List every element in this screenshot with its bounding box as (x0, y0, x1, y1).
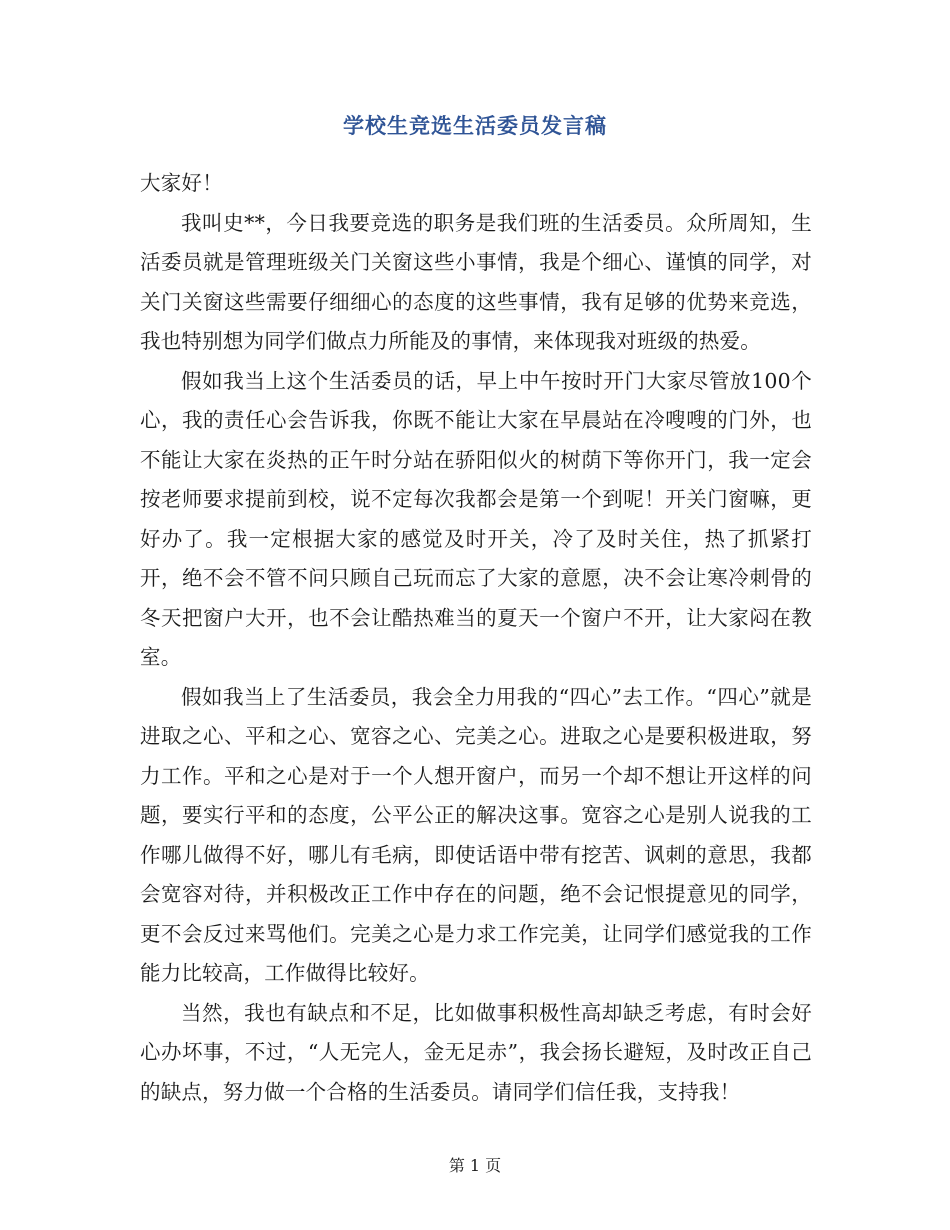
paragraph-4: 当然，我也有缺点和不足，比如做事积极性高却缺乏考虑，有时会好心办坏事，不过，“人无完人，金无足赤”，我会扬长避短，及时改正自己的缺点，努力做一个合格的生活委员。请同学们信任我，支持我！ (140, 1000, 812, 1104)
document-body (140, 164, 812, 1112)
page-number: 第 1 页 (448, 1156, 502, 1175)
greeting: 大家好！ (140, 171, 223, 195)
paragraph-1: 我叫史**，今日我要竞选的职务是我们班的生活委员。众所周知，生活委员就是管理班级关门关窗这些小事情，我是个细心、谨慎的同学，对关门关窗这些需要仔细细心的态度的这些事情，我有足够的优势来竞选，我也特别想为同学们做点力所能及的事情，来体现我对班级的热爱。 (140, 210, 812, 353)
paragraph-2: 假如我当上这个生活委员的话，早上中午按时开门大家尽管放100个心，我的责任心会告诉我，你既不能让大家在早晨站在冷嗖嗖的门外，也不能让大家在炎热的正午时分站在骄阳似火的树荫下等你开门，我一定会按老师要求提前到校，说不定每次我都会是第一个到呢！开关门窗嘛，更好办了。我一定根据大家的感觉及时开关，冷了及时关住，热了抓紧打开，绝不会不管不问只顾自己玩而忘了大家的意愿，决不会让寒冷刺骨的冬天把窗户大开，也不会让酷热难当的夏天一个窗户不开，让大家闷在教室。 (140, 368, 812, 669)
paragraph-3: 假如我当上了生活委员，我会全力用我的“四心”去工作。“四心”就是进取之心、平和之心、宽容之心、完美之心。进取之心是要积极进取，努力工作。平和之心是对于一个人想开窗户，而另一个却不想让开这样的问题，要实行平和的态度，公平公正的解决这事。宽容之心是别人说我的工作哪儿做得不好，哪儿有毛病，即使话语中带有挖苦、讽刺的意思，我都会宽容对待，并积极改正工作中存在的问题，绝不会记恨提意见的同学，更不会反过来骂他们。完美之心是力求工作完美，让同学们感觉我的工作能力比较高，工作做得比较好。 (140, 684, 812, 985)
document-title: 学校生竞选生活委员发言稿 (343, 113, 607, 138)
